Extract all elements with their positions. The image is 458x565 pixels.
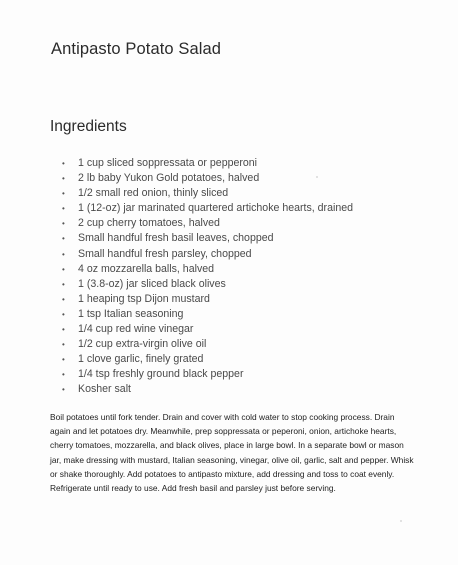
ingredient-text: Small handful fresh parsley, chopped bbox=[78, 247, 252, 260]
ingredient-text: 1/4 cup red wine vinegar bbox=[78, 323, 194, 336]
bullet-icon: • bbox=[62, 279, 65, 289]
bullet-icon: • bbox=[62, 219, 65, 229]
ingredient-item bbox=[60, 216, 420, 231]
ingredient-item bbox=[60, 156, 420, 171]
recipe-title: Antipasto Potato Salad bbox=[51, 40, 222, 58]
bullet-icon: • bbox=[62, 264, 65, 274]
bullet-icon: • bbox=[62, 159, 65, 168]
ingredients-list bbox=[60, 156, 420, 398]
bullet-icon: • bbox=[62, 294, 65, 304]
ingredient-item bbox=[60, 382, 420, 397]
ingredient-item bbox=[60, 171, 420, 186]
ingredient-item bbox=[60, 201, 420, 216]
ingredient-text: 1/2 cup extra-virgin olive oil bbox=[78, 338, 207, 351]
ingredient-text: 1/2 small red onion, thinly sliced bbox=[78, 187, 229, 200]
ingredient-text: 1 (12-oz) jar marinated quartered artichoke hearts, drained bbox=[78, 202, 353, 215]
bullet-icon: • bbox=[62, 204, 65, 214]
ingredient-item bbox=[60, 292, 420, 307]
ingredients-heading: Ingredients bbox=[50, 118, 127, 135]
ingredient-text: 1 heaping tsp Dijon mustard bbox=[78, 292, 210, 305]
bullet-icon: • bbox=[62, 189, 65, 199]
ingredient-text: Small handful fresh basil leaves, chopped bbox=[78, 232, 274, 245]
ingredient-item bbox=[60, 277, 420, 292]
ingredient-item bbox=[60, 247, 420, 262]
bullet-icon: • bbox=[62, 340, 65, 350]
bullet-icon: • bbox=[62, 309, 65, 319]
ingredient-item bbox=[60, 186, 420, 201]
ingredient-text: 1 cup sliced soppressata or pepperoni bbox=[78, 157, 258, 169]
ingredient-item bbox=[60, 322, 420, 337]
ingredient-item bbox=[60, 337, 420, 352]
ingredient-text: 1 tsp Italian seasoning bbox=[78, 307, 184, 320]
bullet-icon: • bbox=[62, 370, 65, 380]
ingredient-text: Kosher salt bbox=[78, 383, 131, 396]
ingredient-text: 1 (3.8-oz) jar sliced black olives bbox=[78, 277, 226, 290]
ingredient-item bbox=[60, 231, 420, 246]
bullet-icon: • bbox=[62, 325, 65, 335]
ingredient-text: 1/4 tsp freshly ground black pepper bbox=[78, 368, 244, 381]
ingredient-text: 2 cup cherry tomatoes, halved bbox=[78, 217, 220, 230]
scan-speck bbox=[400, 520, 402, 522]
ingredient-text: 1 clove garlic, finely grated bbox=[78, 353, 204, 366]
bullet-icon: • bbox=[62, 249, 65, 259]
scan-speck bbox=[316, 176, 318, 178]
bullet-icon: • bbox=[62, 174, 65, 184]
ingredient-text: 4 oz mozzarella balls, halved bbox=[78, 262, 215, 275]
ingredient-item bbox=[60, 307, 420, 322]
bullet-icon: • bbox=[62, 234, 65, 244]
ingredient-item bbox=[60, 367, 420, 382]
instructions-paragraph: Boil potatoes until fork tender. Drain and cover with cold water to stop cooking process. Drain again and let potatoes dry. Meanwhile, prep soppressata or peperoni, onion, artichoke hearts, cherry tomatoes, mozzarella, and black olives, place in large bowl. In a separate bowl or mason jar, make dressing with mustard, Italian seasoning, vinegar, olive oil, garlic, salt and pepper. Whisk or shake thoroughly. Add potatoes to antipasto mixture, add dressing and toss to coat evenly. Refrigerate until ready to use. Add fresh basil and parsley just before serving. bbox=[50, 412, 414, 494]
bullet-icon: • bbox=[62, 355, 65, 365]
ingredient-item bbox=[60, 352, 420, 367]
ingredient-text: 2 lb baby Yukon Gold potatoes, halved bbox=[78, 172, 260, 185]
ingredient-item bbox=[60, 262, 420, 277]
bullet-icon: • bbox=[62, 385, 65, 395]
